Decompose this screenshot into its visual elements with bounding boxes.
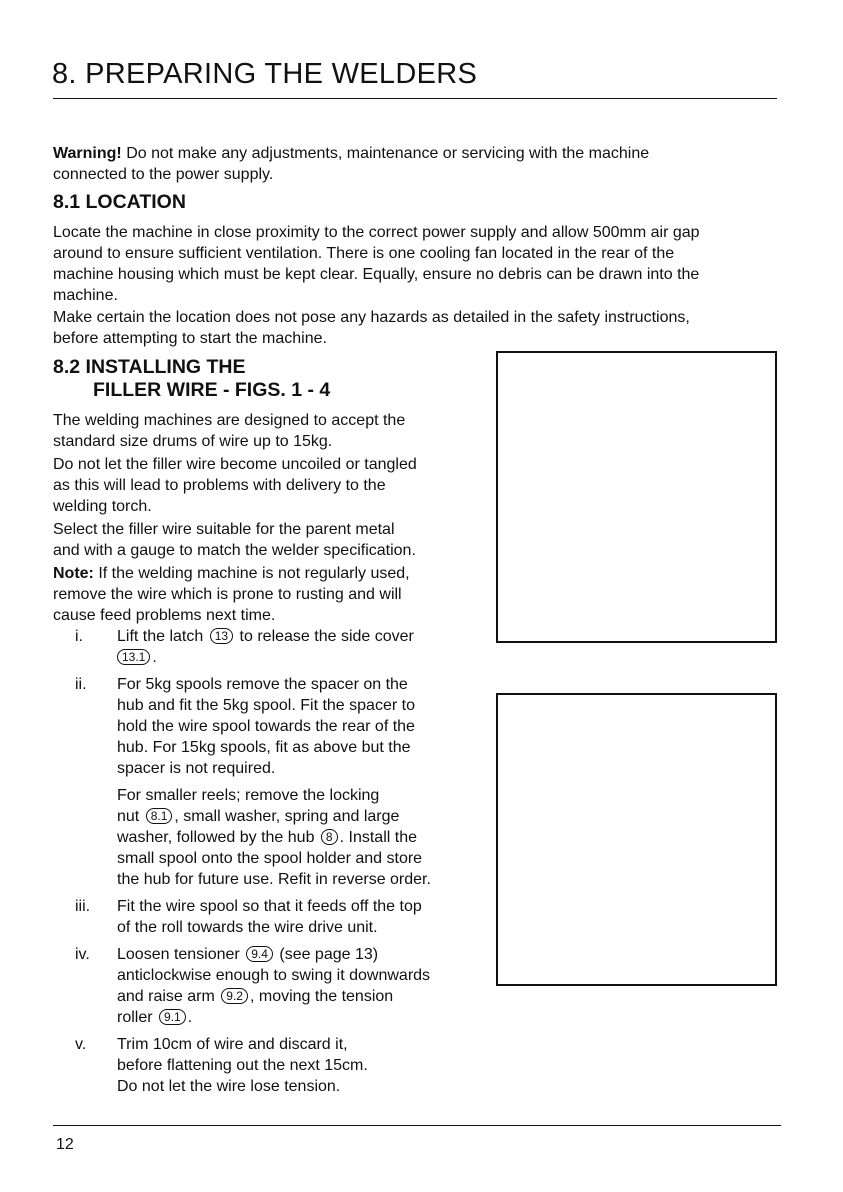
installing-paragraph-1 (53, 410, 483, 452)
part-callout: 13 (210, 628, 233, 644)
warning-text-line2: connected to the power supply. (53, 166, 274, 183)
installing-paragraph-3 (53, 519, 483, 561)
text-line: For 5kg spools remove the spacer on the (117, 676, 408, 693)
text-line: hub. For 15kg spools, fit as above but the (117, 739, 411, 756)
location-paragraph-2 (53, 307, 788, 349)
installing-paragraph-2 (53, 454, 483, 517)
figure-placeholder-top (496, 351, 777, 643)
text: . (152, 649, 157, 666)
warning-lead: Warning! (53, 145, 122, 162)
text-line: hub and fit the 5kg spool. Fit the spacer to (117, 697, 415, 714)
step-iii (53, 896, 483, 938)
footer-divider (53, 1125, 781, 1126)
section-heading-location: 8.1 LOCATION (53, 191, 186, 213)
step-number: ii. (75, 676, 87, 693)
part-callout: 9.1 (159, 1009, 186, 1025)
page-number: 12 (56, 1136, 74, 1153)
text-line: Do not let the filler wire become uncoiled or tangled (53, 456, 417, 473)
heading-line: FILLER WIRE - FIGS. 1 - 4 (93, 379, 331, 401)
part-callout: 8.1 (146, 808, 173, 824)
part-callout: 13.1 (117, 649, 150, 665)
page-title: 8. PREPARING THE WELDERS (52, 58, 478, 90)
text-line: before attempting to start the machine. (53, 330, 327, 347)
text-line: before flattening out the next 15cm. (117, 1057, 368, 1074)
step-ii (53, 674, 483, 890)
text: (see page 13) (279, 946, 379, 963)
warning-text-line1: Do not make any adjustments, maintenance or servicing with the machine (126, 145, 650, 162)
text-line: machine housing which must be kept clear. Equally, ensure no debris can be drawn into the (53, 266, 700, 283)
text-line: and with a gauge to match the welder specification. (53, 542, 416, 559)
title-divider (53, 98, 777, 99)
warning-paragraph (53, 143, 788, 185)
note-lead: Note: (53, 565, 94, 582)
installation-steps-list (53, 626, 483, 1097)
part-callout: 9.4 (246, 946, 273, 962)
note-paragraph (53, 563, 483, 626)
step-ii-subparagraph (117, 785, 483, 890)
text-line: For smaller reels; remove the locking (117, 787, 380, 804)
section-heading-installing (53, 356, 330, 402)
text-line: hold the wire spool towards the rear of the (117, 718, 415, 735)
text: washer, followed by the hub (117, 829, 315, 846)
text-line: spacer is not required. (117, 760, 276, 777)
step-i (53, 626, 483, 668)
text: roller (117, 1009, 153, 1026)
text-line: remove the wire which is prone to rusting and will (53, 586, 402, 603)
text: , moving the tension (249, 988, 394, 1005)
figure-placeholder-bottom (496, 693, 777, 986)
text: nut (117, 808, 140, 825)
text-line: Select the filler wire suitable for the parent metal (53, 521, 395, 538)
step-number: iii. (75, 898, 91, 915)
heading-line: 8.2 INSTALLING THE (53, 356, 246, 378)
part-callout: 9.2 (221, 988, 248, 1004)
location-paragraph-1 (53, 222, 788, 306)
text: . (187, 1009, 193, 1026)
text: . Install the (339, 829, 417, 846)
text-line: Do not let the wire lose tension. (117, 1078, 341, 1095)
text-line: around to ensure sufficient ventilation. There is one cooling fan located in the rear of the (53, 245, 675, 262)
text-line: cause feed problems next time. (53, 607, 276, 624)
step-number: i. (75, 628, 83, 645)
step-number: v. (75, 1036, 87, 1053)
text-line: as this will lead to problems with delivery to the (53, 477, 386, 494)
text-line: welding torch. (53, 498, 152, 515)
text: , small washer, spring and large (174, 808, 400, 825)
text: and raise arm (117, 988, 215, 1005)
step-number: iv. (75, 946, 90, 963)
text-line: If the welding machine is not regularly used, (98, 565, 410, 582)
text-line: machine. (53, 287, 118, 304)
text-line: standard size drums of wire up to 15kg. (53, 433, 333, 450)
text-line: small spool onto the spool holder and store (117, 850, 423, 867)
text: to release the side cover (239, 628, 414, 645)
text-line: Trim 10cm of wire and discard it, (117, 1036, 348, 1053)
step-iv (53, 944, 483, 1028)
text-line: Make certain the location does not pose any hazards as detailed in the safety instructions, (53, 309, 690, 326)
text-line: Fit the wire spool so that it feeds off the top (117, 898, 422, 915)
text-line: Locate the machine in close proximity to the correct power supply and allow 500mm air gap (53, 224, 700, 241)
text-line: of the roll towards the wire drive unit. (117, 919, 378, 936)
text-line: anticlockwise enough to swing it downwards (117, 967, 431, 984)
text-line: The welding machines are designed to accept the (53, 412, 406, 429)
text: Loosen tensioner (117, 946, 240, 963)
text: Lift the latch (117, 628, 204, 645)
part-callout: 8 (321, 829, 338, 845)
step-v (53, 1034, 483, 1097)
text-line: the hub for future use. Refit in reverse order. (117, 871, 431, 888)
